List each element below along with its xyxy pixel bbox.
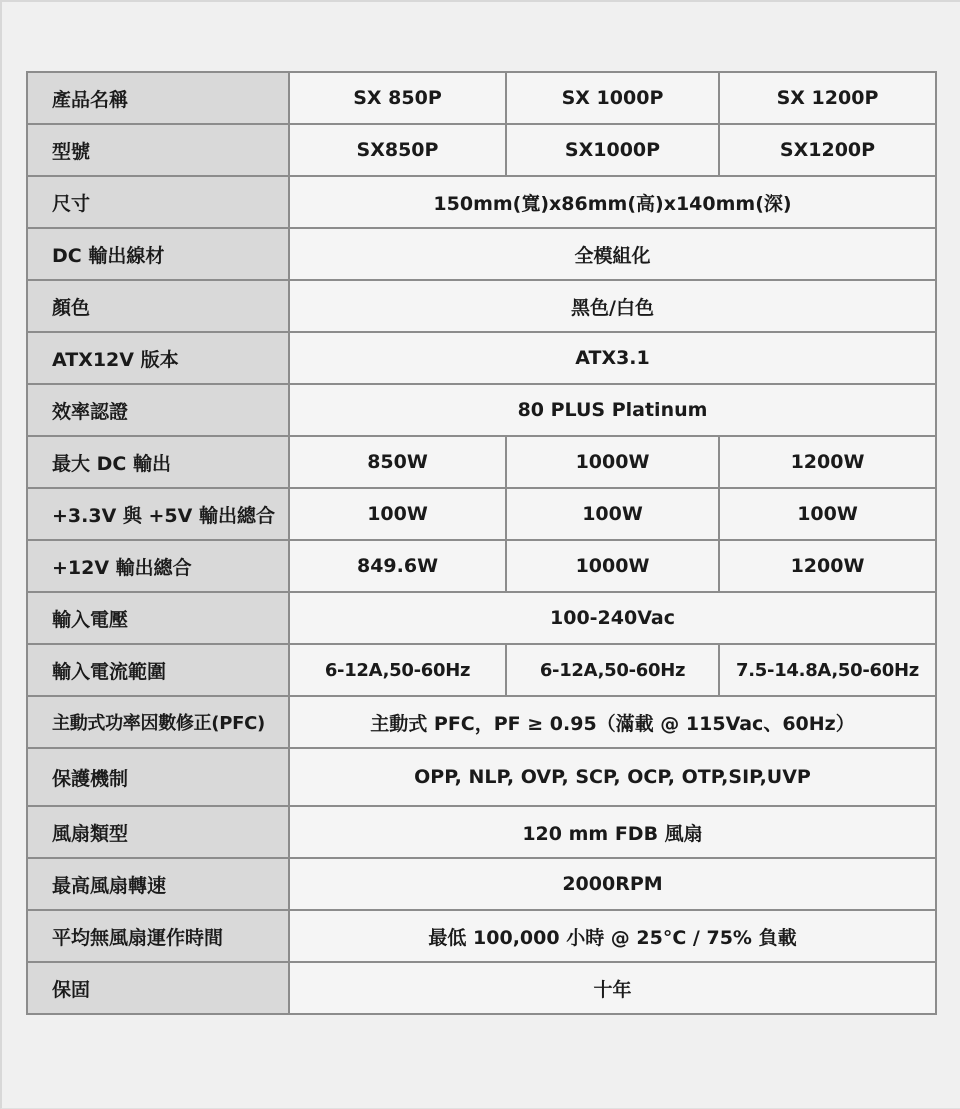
row-label: 保護機制 xyxy=(27,748,289,806)
value-cell: 1000W xyxy=(506,540,719,592)
value-cell: 2000RPM xyxy=(289,858,936,910)
model-name-cell: SX 1200P xyxy=(719,72,936,124)
table-row xyxy=(27,696,936,748)
value-cell: OPP, NLP, OVP, SCP, OCP, OTP,SIP,UVP xyxy=(289,748,936,806)
table-row xyxy=(27,436,936,488)
table-row xyxy=(27,332,936,384)
row-label: 尺寸 xyxy=(27,176,289,228)
value-cell: 1000W xyxy=(506,436,719,488)
row-label: +12V 輸出總合 xyxy=(27,540,289,592)
table-row xyxy=(27,858,936,910)
value-cell: 120 mm FDB 風扇 xyxy=(289,806,936,858)
model-name-cell: SX 1000P xyxy=(506,72,719,124)
value-cell: 849.6W xyxy=(289,540,506,592)
row-label: 風扇類型 xyxy=(27,806,289,858)
value-cell: 1200W xyxy=(719,540,936,592)
table-row xyxy=(27,176,936,228)
table-row xyxy=(27,124,936,176)
table-row xyxy=(27,540,936,592)
row-label: 型號 xyxy=(27,124,289,176)
value-cell: 850W xyxy=(289,436,506,488)
value-cell: 全模組化 xyxy=(289,228,936,280)
table-row xyxy=(27,592,936,644)
value-cell: 100W xyxy=(289,488,506,540)
value-cell: 十年 xyxy=(289,962,936,1014)
value-cell: 100W xyxy=(719,488,936,540)
row-label: 效率認證 xyxy=(27,384,289,436)
row-label: +3.3V 與 +5V 輸出總合 xyxy=(27,488,289,540)
spec-table xyxy=(26,71,937,1015)
value-cell: 6-12A,50-60Hz xyxy=(506,644,719,696)
model-name-cell: SX 850P xyxy=(289,72,506,124)
table-row xyxy=(27,488,936,540)
table-row xyxy=(27,384,936,436)
value-cell: 100W xyxy=(506,488,719,540)
value-cell: SX1000P xyxy=(506,124,719,176)
value-cell: 80 PLUS Platinum xyxy=(289,384,936,436)
value-cell: SX850P xyxy=(289,124,506,176)
value-cell: 主動式 PFC，PF ≥ 0.95（滿載 @ 115Vac、60Hz） xyxy=(289,696,936,748)
value-cell: 150mm(寬)x86mm(高)x140mm(深) xyxy=(289,176,936,228)
value-cell: 1200W xyxy=(719,436,936,488)
value-cell: 7.5-14.8A,50-60Hz xyxy=(719,644,936,696)
row-label: 產品名稱 xyxy=(27,72,289,124)
row-label: 平均無風扇運作時間 xyxy=(27,910,289,962)
table-row xyxy=(27,910,936,962)
table-row xyxy=(27,806,936,858)
row-label: 保固 xyxy=(27,962,289,1014)
header-row xyxy=(27,72,936,124)
table-row xyxy=(27,644,936,696)
table-row xyxy=(27,228,936,280)
row-label: 顏色 xyxy=(27,280,289,332)
row-label: 最大 DC 輸出 xyxy=(27,436,289,488)
table-row xyxy=(27,748,936,806)
value-cell: 100-240Vac xyxy=(289,592,936,644)
table-row xyxy=(27,962,936,1014)
value-cell: ATX3.1 xyxy=(289,332,936,384)
table-row xyxy=(27,280,936,332)
row-label: ATX12V 版本 xyxy=(27,332,289,384)
value-cell: 黑色/白色 xyxy=(289,280,936,332)
row-label: 輸入電壓 xyxy=(27,592,289,644)
row-label: 最高風扇轉速 xyxy=(27,858,289,910)
row-label: DC 輸出線材 xyxy=(27,228,289,280)
row-label: 輸入電流範圍 xyxy=(27,644,289,696)
row-label: 主動式功率因數修正(PFC) xyxy=(27,696,289,748)
value-cell: 最低 100,000 小時 @ 25°C / 75% 負載 xyxy=(289,910,936,962)
value-cell: 6-12A,50-60Hz xyxy=(289,644,506,696)
value-cell: SX1200P xyxy=(719,124,936,176)
